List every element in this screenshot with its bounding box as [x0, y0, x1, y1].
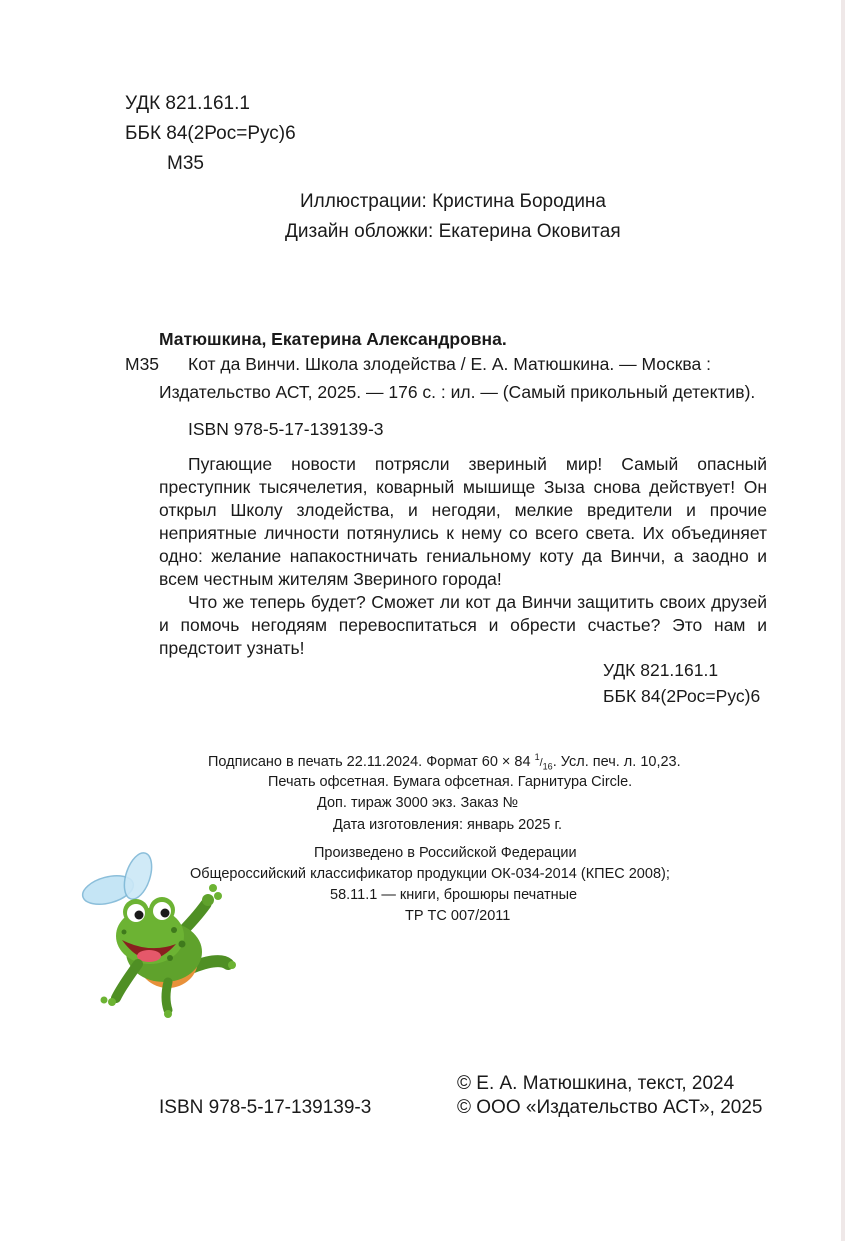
bib-isbn: ISBN 978-5-17-139139-3: [188, 419, 384, 439]
date-line: Дата изготовления: январь 2025 г.: [333, 817, 562, 833]
copyright-publisher: © ООО «Издательство АСТ», 2025: [457, 1097, 763, 1118]
run-line: Доп. тираж 3000 экз. Заказ №: [317, 795, 519, 811]
print-line: Печать офсетная. Бумага офсетная. Гарнитура Circle.: [268, 774, 633, 790]
production-code: 58.11.1 — книги, брошюры печатные: [330, 887, 578, 903]
bbk-code: ББК 84(2Рос=Рус)6: [125, 123, 296, 144]
author-name: Матюшкина, Екатерина Александровна.: [159, 329, 507, 349]
udk-code: УДК 821.161.1: [125, 93, 250, 114]
signed-prefix: Подписано в печать 22.11.2024. Формат 60 × 84: [208, 753, 531, 770]
footer-isbn: ISBN 978-5-17-139139-3: [159, 1097, 372, 1118]
cover-design-credit: Дизайн обложки: Екатерина Оковитая: [285, 221, 621, 242]
bib-publisher-line: Издательство АСТ, 2025. — 176 с. : ил. — (Самый прикольный детектив).: [159, 382, 756, 402]
format-den: 16: [542, 761, 553, 772]
production-country: Произведено в Российской Федерации: [314, 845, 577, 861]
format-num: 1: [534, 752, 540, 762]
illustrations-credit: Иллюстрации: Кристина Бородина: [300, 191, 606, 212]
bib-author-mark: М35: [125, 354, 160, 374]
annotation-paragraph-2: Что же теперь будет? Сможет ли кот да Винчи защитить своих друзей и помочь негодяям перевоспитаться и обрести счастье? Это нам и предстоит узнать!: [159, 592, 767, 658]
production-classifier: Общероссийский классификатор продукции ОК-034-2014 (КПЕС 2008);: [190, 866, 670, 882]
signed-line: Подписано в печать 22.11.2024. Формат 60 × 84 $^1/_{16}$. Усл. печ. л. 10,23.: [208, 752, 681, 772]
bbk-code-repeat: ББК 84(2Рос=Рус)6: [603, 686, 761, 706]
frog-illustration: [78, 848, 238, 1020]
page-edge: [841, 0, 845, 1241]
udk-code-repeat: УДК 821.161.1: [603, 660, 719, 680]
annotation-paragraph-1: Пугающие новости потрясли звериный мир! Самый опасный преступник тысячелетия, коварный мышище Зыза снова действует! Он открыл Школу злодейства, и негодяи, мелкие вредители и прочие неприятные личности потянулись к нему со всего света. Их объединяет одно: желание напакостничать гениальному коту да Винчи, а заодно и всем честным жителям Звериного города!: [159, 454, 767, 589]
production-tr: ТР ТС 007/2011: [405, 908, 511, 924]
author-mark: М35: [167, 153, 204, 174]
signed-suffix: . Усл. печ. л. 10,23.: [552, 753, 681, 770]
bib-title-line: Кот да Винчи. Школа злодейства / Е. А. Матюшкина. — Москва :: [188, 354, 711, 374]
copyright-author: © Е. А. Матюшкина, текст, 2024: [457, 1073, 735, 1094]
